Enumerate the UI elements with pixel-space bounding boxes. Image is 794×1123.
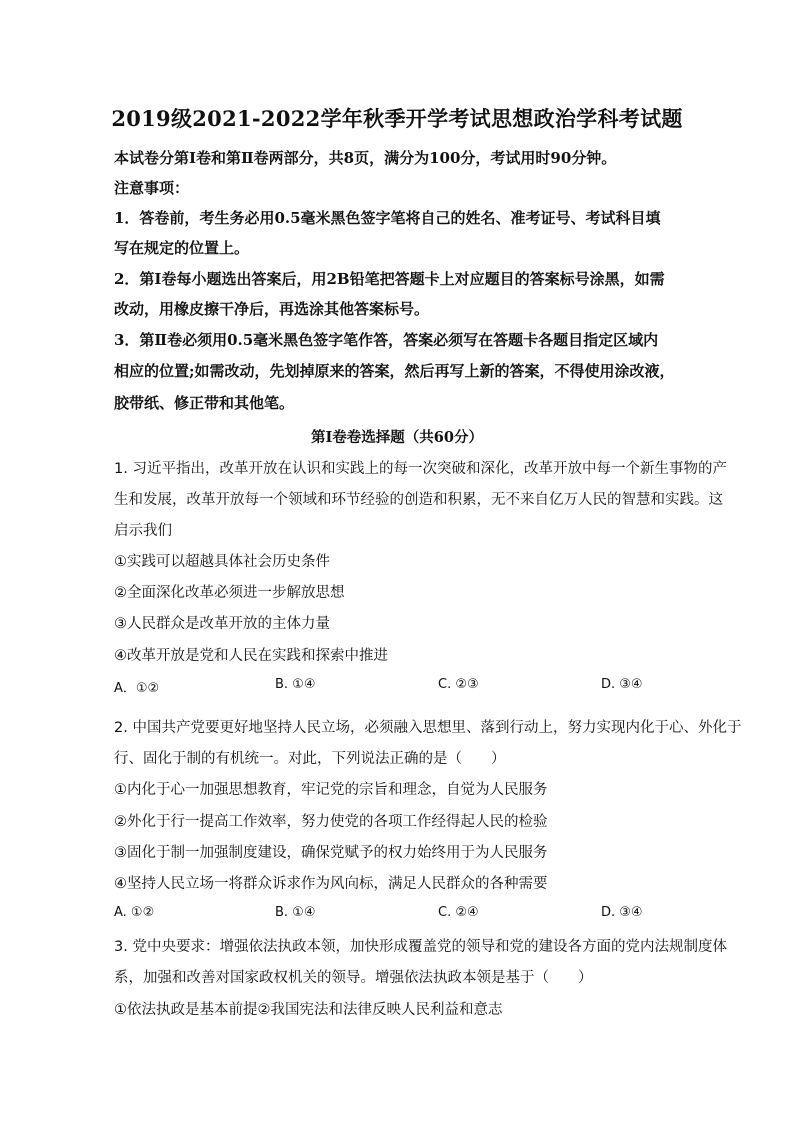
notice-3-line-2: 相应的位置;如需改动，先划掉原来的答案，然后再写上新的答案，不得使用涂改液， <box>114 362 675 380</box>
q3-stem-line-1: 3. 党中央要求：增强依法执政本领，加快形成覆盖党的领导和党的建设各方面的党内法规制度体 <box>114 939 727 955</box>
q2-option-b: B. ①④ <box>275 905 316 920</box>
q1-stem-line-2: 生和发展，改革开放每一个领域和环节经验的创造和积累，无不来自亿万人民的智慧和实践。这 <box>114 492 723 508</box>
q3-item-1: ①依法执政是基本前提②我国宪法和法律反映人民利益和意志 <box>114 1002 503 1018</box>
section-title: 第Ⅰ卷卷选择题（共60分） <box>311 429 483 446</box>
q2-option-a: A. ①② <box>114 905 155 920</box>
notice-2-line-1: 2．第Ⅰ卷每小题选出答案后，用2B铅笔把答题卡上对应题目的答案标号涂黑，如需 <box>114 270 665 288</box>
notice-3-line-3: 胶带纸、修正带和其他笔。 <box>114 394 295 412</box>
q2-item-1: ①内化于心一加强思想教育，牢记党的宗旨和理念，自觉为人民服务 <box>114 782 548 798</box>
page-title: 2019级2021-2022学年秋季开学考试思想政治学科考试题 <box>111 106 683 131</box>
notice-1-line-2: 写在规定的位置上。 <box>114 239 250 257</box>
q1-option-c: C. ②③ <box>438 677 479 692</box>
q3-stem-line-2: 系，加强和改善对国家政权机关的领导。增强依法执政本领是基于（ ） <box>114 970 593 986</box>
q2-option-c: C. ②④ <box>438 905 479 920</box>
notice-1-line-1: 1．答卷前，考生务必用0.5毫米黑色签字笔将自己的姓名、准考证号、考试科目填 <box>114 209 661 227</box>
q1-option-d: D. ③④ <box>601 677 643 692</box>
q2-item-4: ④坚持人民立场一将群众诉求作为风向标，满足人民群众的各种需要 <box>114 876 548 892</box>
q1-item-3: ③人民群众是改革开放的主体力量 <box>114 616 330 632</box>
q2-stem-line-1: 2. 中国共产党要更好地坚持人民立场，必须融入思想里、落到行动上，努力实现内化于心、外化于 <box>114 720 742 736</box>
notice-heading: 注意事项： <box>114 179 190 197</box>
q2-option-d: D. ③④ <box>601 905 643 920</box>
q1-option-b: B. ①④ <box>275 677 316 692</box>
q1-stem-line-1: 1. 习近平指出，改革开放在认识和实践上的每一次突破和深化，改革开放中每一个新生事物的产 <box>114 461 727 477</box>
q1-option-a: A．①② <box>114 681 160 696</box>
notice-2-line-2: 改动，用橡皮擦干净后，再选涂其他答案标号。 <box>114 300 430 318</box>
exam-summary: 本试卷分第Ⅰ卷和第Ⅱ卷两部分，共8页，满分为100分，考试用时90分钟。 <box>114 149 617 167</box>
q1-item-2: ②全面深化改革必须进一步解放思想 <box>114 585 345 601</box>
q2-item-2: ②外化于行一提高工作效率，努力使党的各项工作经得起人民的检验 <box>114 814 548 830</box>
q1-item-1: ①实践可以超越具体社会历史条件 <box>114 554 330 570</box>
notice-3-line-1: 3．第Ⅱ卷必须用0.5毫米黑色签字笔作答，答案必须写在答题卡各题目指定区域内 <box>114 331 659 349</box>
q1-item-4: ④改革开放是党和人民在实践和探索中推进 <box>114 648 388 664</box>
q2-item-3: ③固化于制一加强制度建设，确保党赋予的权力始终用于为人民服务 <box>114 845 548 861</box>
q2-stem-line-2: 行、固化于制的有机统一。对此，下列说法正确的是（ ） <box>114 751 506 767</box>
q1-stem-line-3: 启示我们 <box>114 523 172 539</box>
